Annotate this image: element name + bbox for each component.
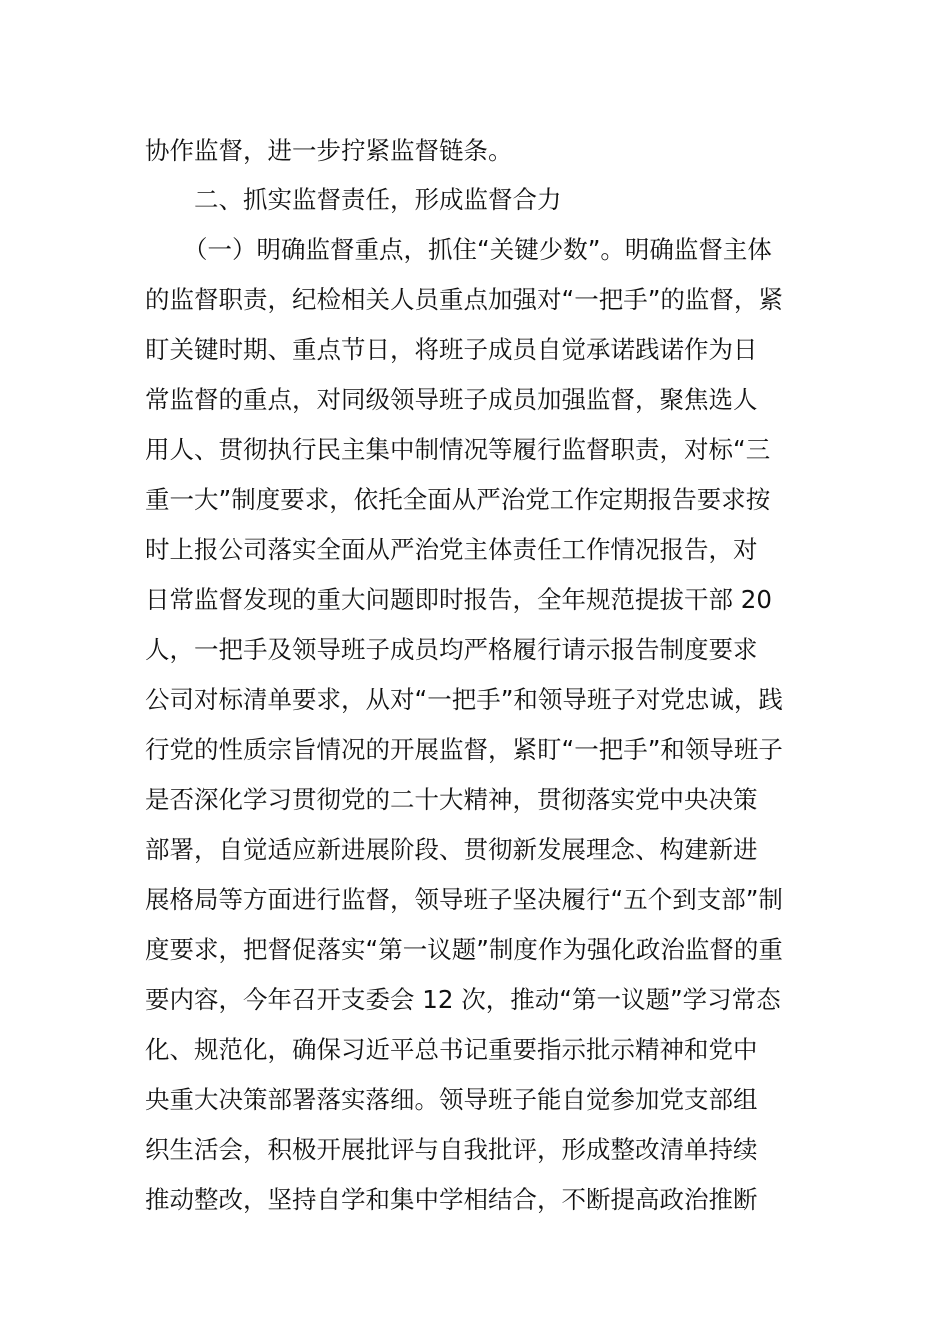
text-line: 盯关键时期、重点节日，将班子成员自觉承诺践诺作为日 (145, 335, 758, 364)
text-line: 展格局等方面进行监督，领导班子坚决履行“五个到支部”制 (145, 885, 783, 914)
text-line: 时上报公司落实全面从严治党主体责任工作情况报告，对 (145, 535, 758, 564)
text-line: 度要求，把督促落实“第一议题”制度作为强化政治监督的重 (145, 935, 783, 964)
text-line: 央重大决策部署落实落细。领导班子能自觉参加党支部组 (145, 1085, 758, 1114)
text-line: 日常监督发现的重大问题即时报告，全年规范提拔干部 20 (145, 585, 772, 614)
text-line: 常监督的重点，对同级领导班子成员加强监督，聚焦选人 (145, 385, 758, 414)
text-line: 织生活会，积极开展批评与自我批评，形成整改清单持续 (145, 1135, 758, 1164)
text-line: 公司对标清单要求，从对“一把手”和领导班子对党忠诚，践 (145, 685, 783, 714)
text-line: 重一大”制度要求，依托全面从严治党工作定期报告要求按 (145, 485, 771, 514)
text-line: 要内容，今年召开支委会 12 次，推动“第一议题”学习常态 (145, 985, 781, 1014)
text-line: 化、规范化，确保习近平总书记重要指示批示精神和党中 (145, 1035, 758, 1064)
text-line: 用人、贯彻执行民主集中制情况等履行监督职责，对标“三 (145, 435, 771, 464)
text-line: 行党的性质宗旨情况的开展监督，紧盯“一把手”和领导班子 (145, 735, 783, 764)
text-line: 部署，自觉适应新进展阶段、贯彻新发展理念、构建新进 (145, 835, 758, 864)
text-line: 协作监督，进一步拧紧监督链条。 (145, 136, 513, 165)
text-line: 推动整改，坚持自学和集中学相结合，不断提高政治推断 (145, 1185, 758, 1214)
subsection-heading-line: （一）明确监督重点，抓住“关键少数”。明确监督主体 (183, 235, 772, 264)
text-line: 人，一把手及领导班子成员均严格履行请示报告制度要求 (145, 635, 758, 664)
section-heading: 二、抓实监督责任，形成监督合力 (194, 185, 562, 214)
text-line: 的监督职责，纪检相关人员重点加强对“一把手”的监督，紧 (145, 285, 783, 314)
text-line: 是否深化学习贯彻党的二十大精神，贯彻落实党中央决策 (145, 785, 758, 814)
